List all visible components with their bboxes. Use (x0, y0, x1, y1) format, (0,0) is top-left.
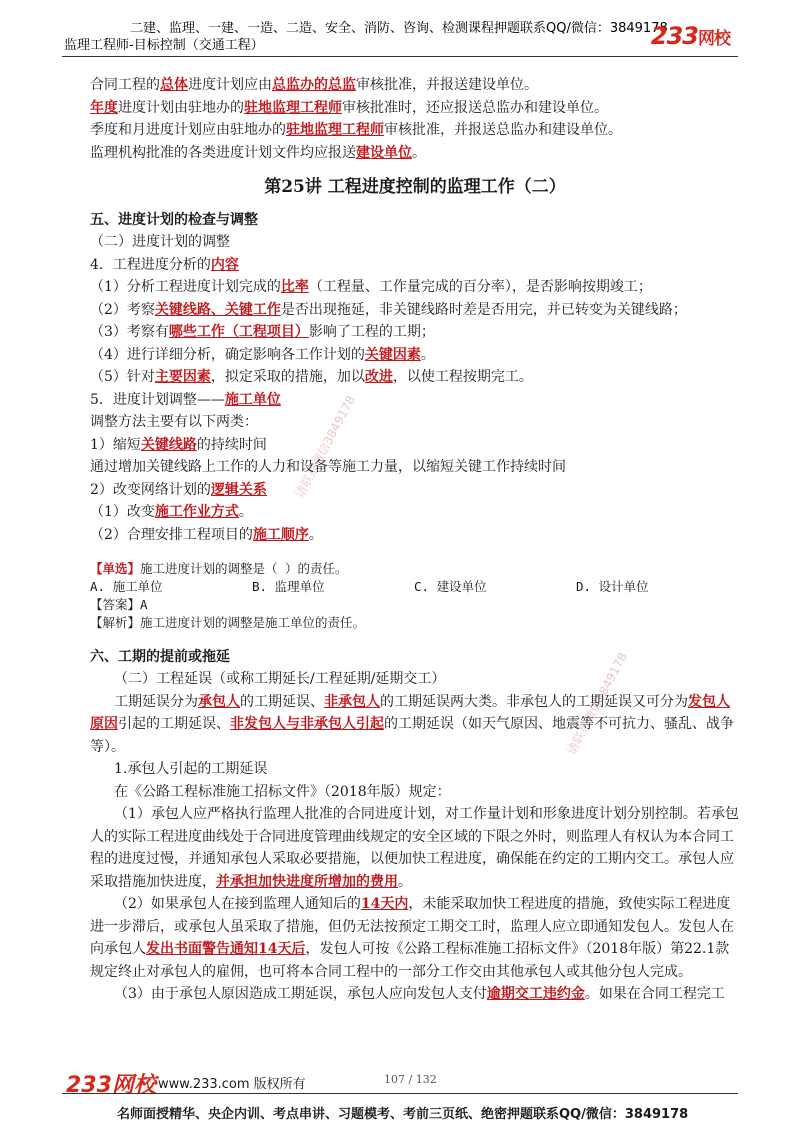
paragraph: （3）由于承包人原因造成工期延误，承包人应向发包人支付逾期交工违约金。如果在合同工程完工 (114, 986, 725, 1002)
quiz-option: C. 建设单位 (414, 579, 487, 594)
list-item: （2）合理安排工程项目的施工顺序。 (90, 526, 323, 543)
header-divider (62, 56, 738, 57)
subsection-heading: （二）工程延误（或称工期延长/工程延期/延期交工） (114, 671, 446, 687)
list-item: （5）针对主要因素，拟定采取的措施，加以改进，以使工程按期完工。 (90, 369, 533, 385)
document-subtitle: 监理工程师-目标控制（交通工程） (64, 38, 264, 53)
list-item: （1）改变施工作业方式。 (90, 504, 253, 520)
paragraph: 在《公路工程标准施工招标文件》（2018年版）规定： (114, 783, 451, 800)
quiz-question: 【单选】施工进度计划的调整是（ ）的责任。 (90, 561, 348, 576)
list-item: 5．进度计划调整——施工单位 (90, 391, 281, 408)
subsection-heading: 1.承包人引起的工期延误 (114, 761, 268, 777)
document-body (90, 74, 740, 1006)
watermark: 请联系微信3849178 (292, 393, 358, 501)
page-number: 107 / 132 (384, 1073, 437, 1086)
paragraph: 通过增加关键线路上工作的人力和设备等施工力量，以缩短关键工作持续时间 (90, 459, 566, 475)
section-heading: 六、工期的提前或拖延 (90, 649, 230, 665)
brand-logo: 233网校 (650, 22, 730, 50)
quiz-options (90, 578, 740, 596)
quiz-answer: 【答案】A (90, 597, 148, 612)
paragraph: 季度和月进度计划应由驻地办的驻地监理工程师审核批准，并报送总监办和建设单位。 (90, 122, 622, 138)
list-item: （4）进行详细分析，确定影响各工作计划的关键因素。 (90, 346, 435, 363)
paragraph: 合同工程的总体进度计划应由总监办的总监审核批准，并报送建设单位。 (90, 77, 538, 93)
quiz-option: D. 设计单位 (576, 579, 649, 594)
list-item: 1）缩短关键线路的持续时间 (90, 436, 267, 453)
lecture-title: 第25讲 工程进度控制的监理工作（二） (264, 177, 566, 197)
paragraph: （1）承包人应严格执行监理人批准的合同进度计划，对工作量计划和形象进度计划分别控制。若承包人的实际工程进度曲线处于合同进度管理曲线规定的安全区域的下限之外时，则监理人有权认为本合同工程的进度过慢，并通知承包人采取必要措施，以便加快工程进度，确保能在约定的工期内交工。承包人应采取措施加快进度，并承担加快进度所增加的费用。 (90, 806, 739, 890)
header-contact-line: 二建、监理、一建、一造、二造、安全、消防、咨询、检测课程押题联系QQ/微信：3849178 (130, 21, 668, 36)
paragraph: 工期延误分为承包人的工期延误、非承包人的工期延误两大类。非承包人的工期延误又可分为发包人原因引起的工期延误、非发包人与非承包人引起的工期延误（如天气原因、地震等不可抗力、骚乱、战争等）。 (90, 693, 734, 755)
section-heading: 五、进度计划的检查与调整 (90, 212, 258, 228)
quiz-option: A. 施工单位 (90, 579, 163, 594)
footer-contact-line: 名师面授精华、央企内训、考点串讲、习题模考、考前三页纸、绝密押题联系QQ/微信：3849178 (117, 1107, 689, 1122)
paragraph: 年度进度计划由驻地办的驻地监理工程师审核批准时，还应报送总监办和建设单位。 (90, 99, 608, 116)
footer-site: www.233.com 版权所有 (158, 1077, 306, 1092)
subsection-heading: （二）进度计划的调整 (90, 234, 230, 250)
list-item: 4．工程进度分析的内容 (90, 256, 239, 273)
watermark: 请联系微信3849178 (564, 650, 630, 758)
paragraph: （2）如果承包人在接到监理人通知后的14天内，未能采取加快工程进度的措施，致使实际工程进度进一步滞后，或承包人虽采取了措施，但仍无法按预定工期交工时，监理人应立即通知发包人。发包人在向承包人发出书面警告通知14天后，发包人可按《公路工程标准施工招标文件》（2018年版）第22.1款规定终止对承包人的雇佣，也可将本合同工程中的一部分工作交由其他承包人或其他分包人完成。 (90, 896, 734, 980)
quiz-option: B. 监理单位 (252, 579, 325, 594)
paragraph: 调整方法主要有以下两类： (90, 414, 258, 430)
footer-divider (62, 1093, 738, 1094)
footer-logo: 233网校 (66, 1073, 156, 1098)
list-item: （2）考察关键线路、关键工作是否出现拖延，非关键线路时差是否用完，并已转变为关键线路； (90, 301, 687, 318)
list-item: （1）分析工程进度计划完成的比率（工程量、工作量完成的百分率），是否影响按期竣工； (90, 279, 652, 295)
list-item: （3）考察有哪些工作（工程项目）影响了工程的工期； (90, 324, 435, 340)
quiz-explanation: 【解析】施工进度计划的调整是施工单位的责任。 (90, 615, 366, 630)
paragraph: 监理机构批准的各类进度计划文件均应报送建设单位。 (90, 144, 426, 161)
list-item: 2）改变网络计划的逻辑关系 (90, 481, 267, 498)
